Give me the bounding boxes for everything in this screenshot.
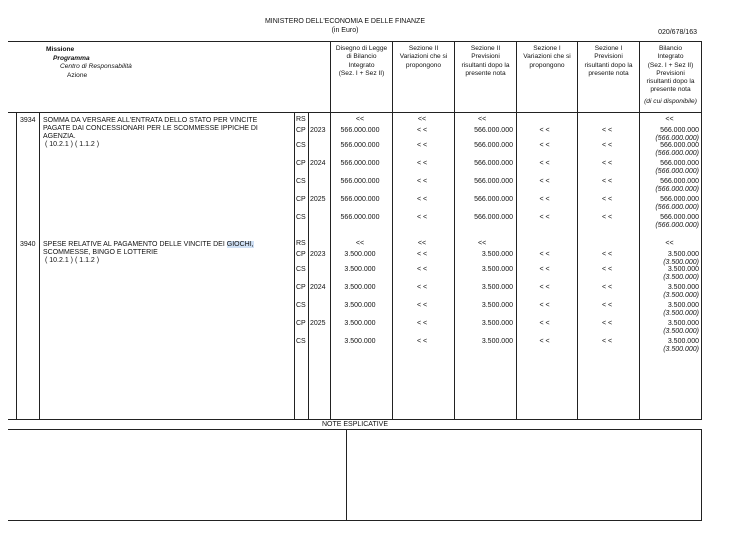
hdr-line: presente nota bbox=[650, 86, 691, 94]
chapter-number: 3934 bbox=[20, 117, 36, 124]
table-top-border bbox=[8, 41, 702, 42]
cell-bil: 3.500.000 bbox=[667, 320, 699, 327]
cell-ddl: << bbox=[355, 116, 365, 123]
highlighted-text: GIOCHI, bbox=[226, 241, 254, 248]
cell-s1p: < < bbox=[601, 320, 613, 327]
cell-bil-disponibile: (3.500.000) bbox=[663, 292, 699, 299]
cell-s1p: < < bbox=[601, 160, 613, 167]
azione-label: Azione bbox=[67, 72, 88, 79]
cell-s2v: < < bbox=[416, 178, 428, 185]
cell-bil: 566.000.000 bbox=[660, 214, 699, 221]
hdr-line: propongono bbox=[529, 61, 565, 69]
cell-type: CP bbox=[296, 196, 306, 203]
hdr-line: (Sez. I + Sez II) bbox=[647, 61, 694, 69]
cell-year: 2025 bbox=[310, 320, 326, 327]
cell-type: CP bbox=[296, 127, 306, 134]
cell-bil-disponibile: (566.000.000) bbox=[655, 135, 699, 142]
cell-type: CP bbox=[296, 320, 306, 327]
hdr-line: risultanti dopo la bbox=[584, 61, 633, 69]
hdr-line: Previsioni bbox=[471, 53, 500, 61]
cell-s2p: 566.000.000 bbox=[474, 214, 513, 221]
cell-s1p: < < bbox=[601, 266, 613, 273]
cell-s2p: 566.000.000 bbox=[474, 196, 513, 203]
programma-label: Programma bbox=[53, 55, 90, 62]
cell-s2v: < < bbox=[416, 214, 428, 221]
cell-s1p: < < bbox=[601, 302, 613, 309]
cell-s2v: < < bbox=[416, 251, 428, 258]
unit-label: (in Euro) bbox=[331, 27, 359, 34]
hdr-line: presente nota bbox=[465, 69, 506, 77]
hdr-line: (Sez. I + Sez II) bbox=[338, 69, 385, 77]
cell-bil-disponibile: (3.500.000) bbox=[663, 346, 699, 353]
cell-s1v: < < bbox=[539, 302, 550, 309]
cell-s2p: 3.500.000 bbox=[481, 266, 513, 273]
col-divider bbox=[39, 112, 40, 419]
cell-s1v: < < bbox=[539, 338, 550, 345]
cell-ddl: 566.000.000 bbox=[340, 178, 380, 185]
cell-year: 2024 bbox=[310, 284, 326, 291]
cell-ddl: 566.000.000 bbox=[340, 142, 380, 149]
cell-bil: 3.500.000 bbox=[667, 302, 699, 309]
hdr-line: presente nota bbox=[588, 69, 629, 77]
description-text: SPESE RELATIVE AL PAGAMENTO DELLE VINCITE DEI bbox=[43, 241, 227, 248]
header-bottom-border bbox=[8, 112, 702, 113]
cell-s1v: < < bbox=[539, 160, 550, 167]
hdr-line: Integrato bbox=[657, 53, 684, 61]
cell-year: 2025 bbox=[310, 196, 326, 203]
chapter-description: PAGATE DAI CONCESSIONARI PER LE SCOMMESSE IPPICHE DI bbox=[43, 125, 258, 132]
cell-type: CP bbox=[296, 251, 306, 258]
cell-ddl: 566.000.000 bbox=[340, 214, 380, 221]
chapter-description: AGENZIA. bbox=[43, 133, 76, 140]
chapter-number: 3940 bbox=[20, 241, 36, 248]
cell-s2p: << bbox=[478, 116, 487, 123]
notes-title: NOTE ESPLICATIVE bbox=[322, 421, 388, 428]
cell-bil: 566.000.000 bbox=[660, 142, 699, 149]
hdr-line: Variazioni che si bbox=[523, 53, 571, 61]
cell-s1v: < < bbox=[539, 142, 550, 149]
notes-bottom-border bbox=[8, 520, 702, 521]
hdr-line: Integrato bbox=[348, 61, 375, 69]
cell-s2p: 566.000.000 bbox=[474, 142, 513, 149]
col-header-sez2-prev bbox=[455, 45, 516, 78]
cell-bil: 3.500.000 bbox=[667, 266, 699, 273]
cell-bil: 3.500.000 bbox=[667, 251, 699, 258]
cell-year: 2024 bbox=[310, 160, 326, 167]
col-divider bbox=[701, 41, 702, 419]
cell-type: CS bbox=[296, 142, 306, 149]
cell-year: 2023 bbox=[310, 251, 326, 258]
cell-s2v: << bbox=[417, 116, 427, 123]
cell-type: CS bbox=[296, 302, 306, 309]
cell-s2v: < < bbox=[416, 338, 428, 345]
cell-ddl: 566.000.000 bbox=[340, 127, 380, 134]
chapter-description: SOMMA DA VERSARE ALL'ENTRATA DELLO STATO PER VINCITE bbox=[43, 117, 258, 124]
cell-ddl: 566.000.000 bbox=[340, 160, 380, 167]
cell-s2p: 566.000.000 bbox=[474, 127, 513, 134]
cell-bil-disponibile: (3.500.000) bbox=[663, 274, 699, 281]
col-header-sez1-var bbox=[517, 45, 577, 70]
cell-s2v: < < bbox=[416, 266, 428, 273]
hdr-line: risultanti dopo la bbox=[646, 78, 695, 86]
cell-s1v: < < bbox=[539, 127, 550, 134]
cell-year: 2023 bbox=[310, 127, 326, 134]
cell-s1p: < < bbox=[601, 284, 613, 291]
chapter-description: SCOMMESSE, BINGO E LOTTERIE bbox=[43, 249, 158, 256]
cell-type: RS bbox=[296, 116, 306, 123]
cell-bil: 566.000.000 bbox=[660, 160, 699, 167]
cell-s1v: < < bbox=[539, 196, 550, 203]
cell-s1p: < < bbox=[601, 178, 613, 185]
cell-s2p: 566.000.000 bbox=[474, 160, 513, 167]
hdr-line: di Bilancio bbox=[346, 53, 377, 61]
cell-s2p: 3.500.000 bbox=[481, 251, 513, 258]
cell-s1v: < < bbox=[539, 178, 550, 185]
cell-s2p: 3.500.000 bbox=[481, 320, 513, 327]
cell-s2p: << bbox=[478, 240, 487, 247]
ministry-title: MINISTERO DELL'ECONOMIA E DELLE FINANZE bbox=[264, 18, 426, 25]
col-header-sez2-var bbox=[393, 45, 454, 70]
cell-s1v: < < bbox=[539, 284, 550, 291]
col-header-sez1-prev bbox=[578, 45, 639, 78]
cell-ddl: << bbox=[355, 240, 365, 247]
cell-ddl: 3.500.000 bbox=[344, 320, 376, 327]
cell-bil: 3.500.000 bbox=[667, 284, 699, 291]
cell-bil-disponibile: (3.500.000) bbox=[663, 310, 699, 317]
cell-type: CS bbox=[296, 266, 306, 273]
cell-ddl: 3.500.000 bbox=[344, 251, 376, 258]
cell-s2v: << bbox=[417, 240, 427, 247]
cell-s1p: < < bbox=[601, 127, 613, 134]
cell-ddl: 3.500.000 bbox=[344, 302, 376, 309]
cell-bil-disponibile: (3.500.000) bbox=[663, 259, 699, 266]
cell-s2v: < < bbox=[416, 284, 428, 291]
hdr-line: Variazioni che si bbox=[399, 53, 448, 61]
cell-s1p: < < bbox=[601, 142, 613, 149]
cell-bil-disponibile: (566.000.000) bbox=[655, 222, 699, 229]
cell-s1p: < < bbox=[601, 251, 613, 258]
col-header-ddl bbox=[331, 45, 392, 78]
hdr-line: propongono bbox=[405, 61, 442, 69]
chapter-description bbox=[43, 241, 254, 249]
hdr-line: Disegno di Legge bbox=[335, 45, 388, 52]
cell-bil-disponibile: (566.000.000) bbox=[655, 186, 699, 193]
cell-bil: << bbox=[665, 240, 674, 247]
cell-bil: 566.000.000 bbox=[660, 178, 699, 185]
cell-bil-disponibile: (566.000.000) bbox=[655, 204, 699, 211]
cell-s1v: < < bbox=[539, 251, 550, 258]
table-bottom-border bbox=[8, 419, 702, 420]
col-divider bbox=[330, 41, 331, 419]
cell-type: CP bbox=[296, 284, 306, 291]
cell-s2p: 3.500.000 bbox=[481, 302, 513, 309]
cell-s2v: < < bbox=[416, 196, 428, 203]
notes-divider bbox=[346, 429, 347, 520]
document-code: 020/678/163 bbox=[658, 29, 697, 36]
cell-s1p: < < bbox=[601, 196, 613, 203]
col-divider bbox=[516, 41, 517, 419]
col-divider bbox=[16, 112, 17, 419]
hdr-line: risultanti dopo la bbox=[461, 61, 510, 69]
hdr-line: Previsioni bbox=[656, 69, 685, 77]
hdr-line: Sezione I bbox=[533, 45, 561, 52]
hdr-line: Previsioni bbox=[594, 53, 623, 61]
cell-type: CS bbox=[296, 338, 306, 345]
notes-right-border bbox=[701, 429, 702, 520]
chapter-code: ( 10.2.1 ) ( 1.1.2 ) bbox=[45, 141, 100, 148]
hdr-line: Bilancio bbox=[658, 45, 683, 52]
cell-s2v: < < bbox=[416, 142, 428, 149]
cell-s1v: < < bbox=[539, 320, 550, 327]
notes-title-border bbox=[8, 429, 702, 430]
cell-bil: << bbox=[665, 116, 674, 123]
col-divider bbox=[392, 41, 393, 419]
col-divider bbox=[454, 41, 455, 419]
cell-type: CS bbox=[296, 214, 306, 221]
col-divider bbox=[308, 112, 309, 419]
cell-bil: 3.500.000 bbox=[667, 338, 699, 345]
chapter-code: ( 10.2.1 ) ( 1.1.2 ) bbox=[45, 257, 100, 264]
cell-ddl: 566.000.000 bbox=[340, 196, 380, 203]
centro-label: Centro di Responsabilità bbox=[60, 63, 132, 70]
cell-s1v: < < bbox=[539, 214, 550, 221]
cell-type: CP bbox=[296, 160, 306, 167]
hdr-line: Sezione II bbox=[408, 45, 439, 52]
cell-ddl: 3.500.000 bbox=[344, 284, 376, 291]
hdr-line: Sezione II bbox=[470, 45, 501, 52]
cell-s1p: < < bbox=[601, 214, 613, 221]
cell-s2v: < < bbox=[416, 302, 428, 309]
missione-label: Missione bbox=[46, 46, 75, 53]
cell-s2p: 3.500.000 bbox=[481, 338, 513, 345]
cell-s2p: 566.000.000 bbox=[474, 178, 513, 185]
cell-bil-disponibile: (3.500.000) bbox=[663, 328, 699, 335]
cell-s1v: < < bbox=[539, 266, 550, 273]
cell-ddl: 3.500.000 bbox=[344, 266, 376, 273]
cell-bil: 566.000.000 bbox=[660, 196, 699, 203]
cell-s2v: < < bbox=[416, 160, 428, 167]
cell-s2p: 3.500.000 bbox=[481, 284, 513, 291]
cell-type: CS bbox=[296, 178, 306, 185]
cell-s2v: < < bbox=[416, 127, 428, 134]
hdr-line: (di cui disponibile) bbox=[644, 97, 697, 105]
cell-type: RS bbox=[296, 240, 306, 247]
col-header-bilancio bbox=[640, 45, 701, 106]
cell-ddl: 3.500.000 bbox=[344, 338, 376, 345]
col-divider bbox=[294, 112, 295, 419]
cell-bil-disponibile: (566.000.000) bbox=[655, 168, 699, 175]
cell-s1p: < < bbox=[601, 338, 613, 345]
cell-s2v: < < bbox=[416, 320, 428, 327]
hdr-line: Sezione I bbox=[594, 45, 623, 52]
cell-bil-disponibile: (566.000.000) bbox=[655, 150, 699, 157]
cell-bil: 566.000.000 bbox=[660, 127, 699, 134]
col-divider bbox=[577, 41, 578, 419]
